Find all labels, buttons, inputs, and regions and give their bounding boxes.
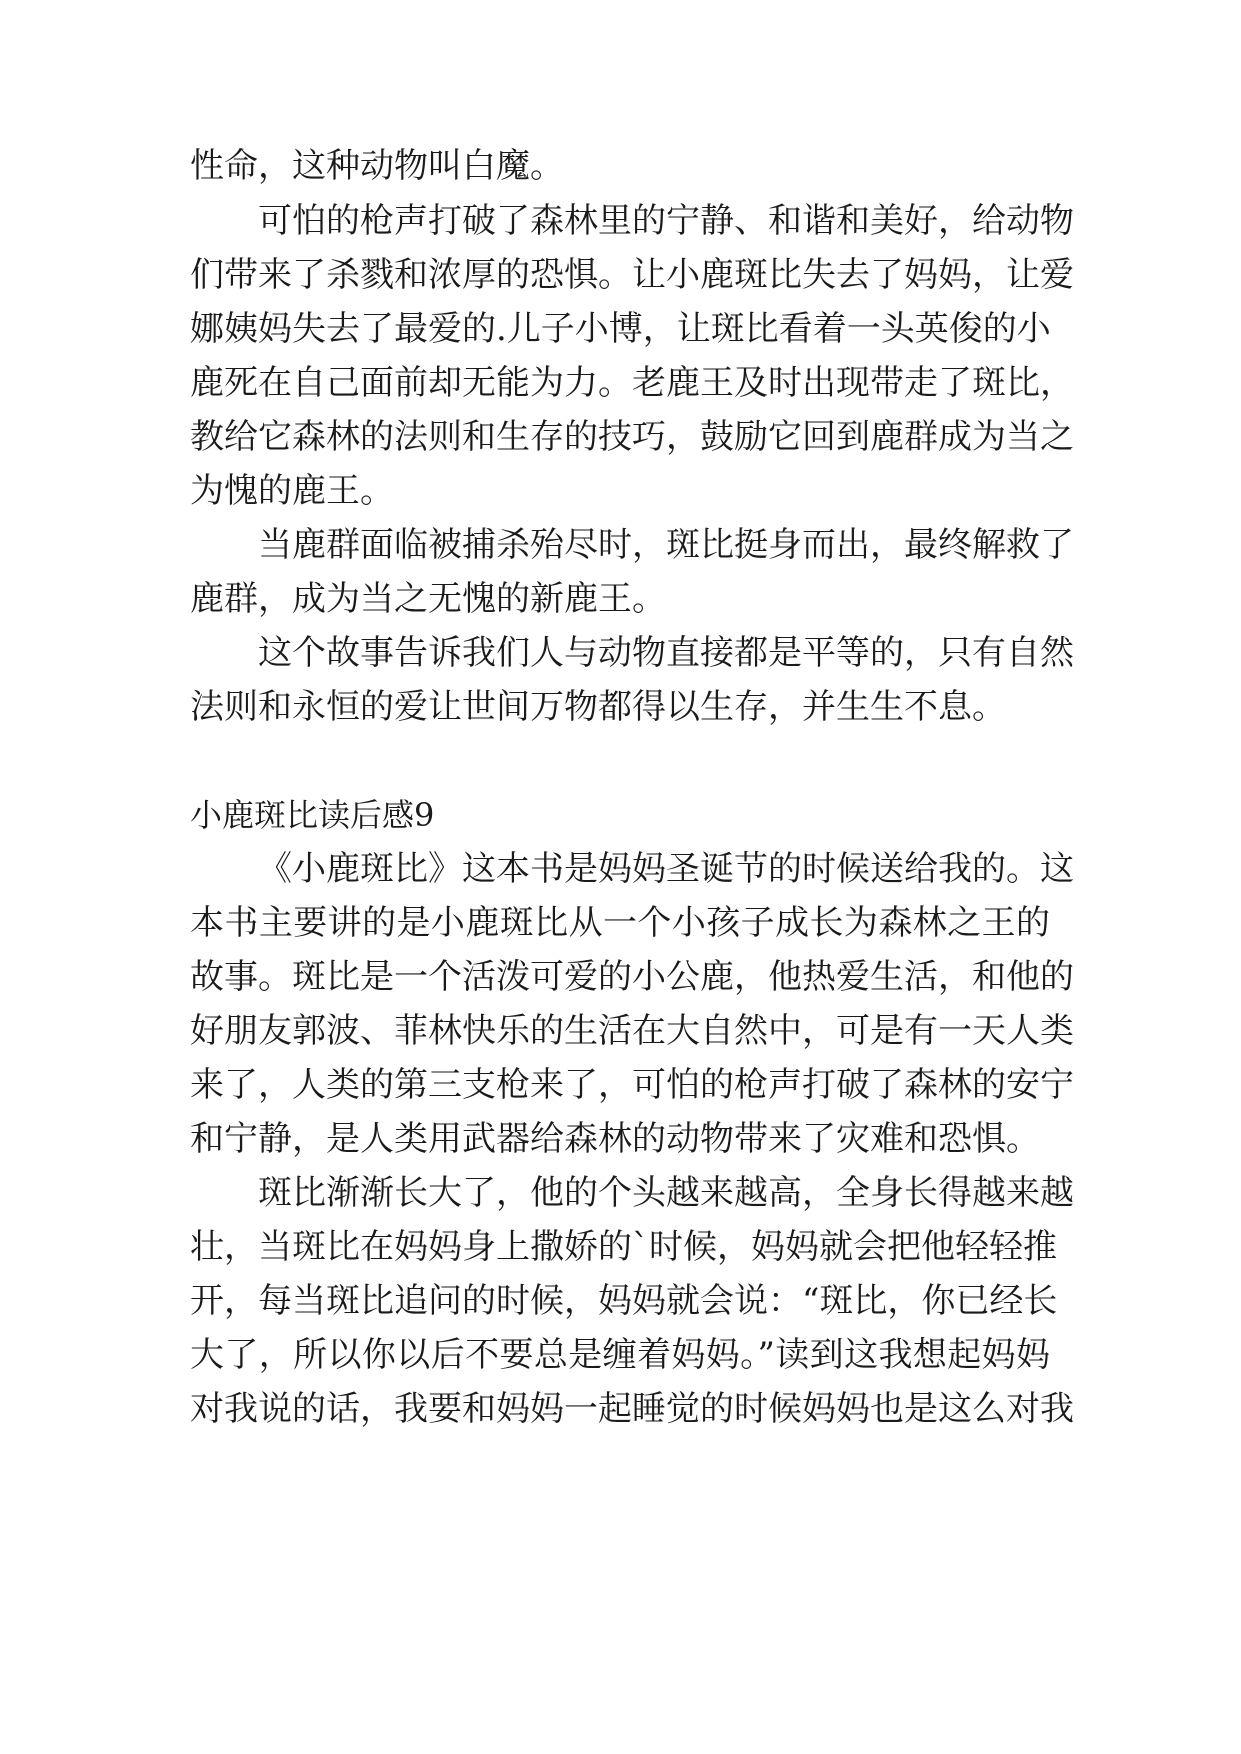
text-line: 性命，这种动物叫白魔。 [190,146,564,186]
text-line: 壮，当斑比在妈妈身上撒娇的`时候，妈妈就会把他轻轻推 [190,1227,1057,1267]
paragraph-first-line: 斑比渐渐长大了，他的个头越来越高，全身长得越来越 [258,1173,1074,1213]
text-line: 鹿群，成为当之无愧的新鹿王。 [190,579,666,619]
paragraph-first-line: 这个故事告诉我们人与动物直接都是平等的，只有自然 [258,633,1074,673]
text-line: 鹿死在自己面前却无能为力。老鹿王及时出现带走了斑比， [190,363,1074,403]
text-line: 为愧的鹿王。 [190,471,394,511]
text-line: 娜姨妈失去了最爱的.儿子小博，让斑比看着一头英俊的小 [190,309,1051,349]
text-line: 好朋友郭波、菲林快乐的生活在大自然中，可是有一天人类 [190,1011,1074,1051]
text-line: 教给它森林的法则和生存的技巧，鼓励它回到鹿群成为当之 [190,417,1074,457]
paragraph-first-line: 当鹿群面临被捕杀殆尽时，斑比挺身而出，最终解救了 [258,525,1074,565]
text-line: 法则和永恒的爱让世间万物都得以生存，并生生不息。 [190,687,1006,727]
text-line: 本书主要讲的是小鹿斑比从一个小孩子成长为森林之王的 [190,903,1050,943]
text-line: 大了，所以你以后不要总是缠着妈妈。”读到这我想起妈妈 [190,1335,1050,1375]
paragraph-first-line: 可怕的枪声打破了森林里的宁静、和谐和美好，给动物 [258,201,1074,241]
paragraph-first-line: 《小鹿斑比》这本书是妈妈圣诞节的时候送给我的。这 [258,849,1074,889]
section-heading: 小鹿斑比读后感9 [190,796,435,834]
text-line: 和宁静，是人类用武器给森林的动物带来了灾难和恐惧。 [190,1119,1040,1159]
text-line: 故事。斑比是一个活泼可爱的小公鹿，他热爱生活，和他的 [190,957,1074,997]
text-line: 们带来了杀戮和浓厚的恐惧。让小鹿斑比失去了妈妈，让爱 [190,255,1074,295]
text-line: 开，每当斑比追问的时候，妈妈就会说：“斑比，你已经长 [190,1281,1058,1321]
text-line: 来了，人类的第三支枪来了，可怕的枪声打破了森林的安宁 [190,1065,1074,1105]
text-line: 对我说的话，我要和妈妈一起睡觉的时候妈妈也是这么对我 [190,1389,1074,1429]
